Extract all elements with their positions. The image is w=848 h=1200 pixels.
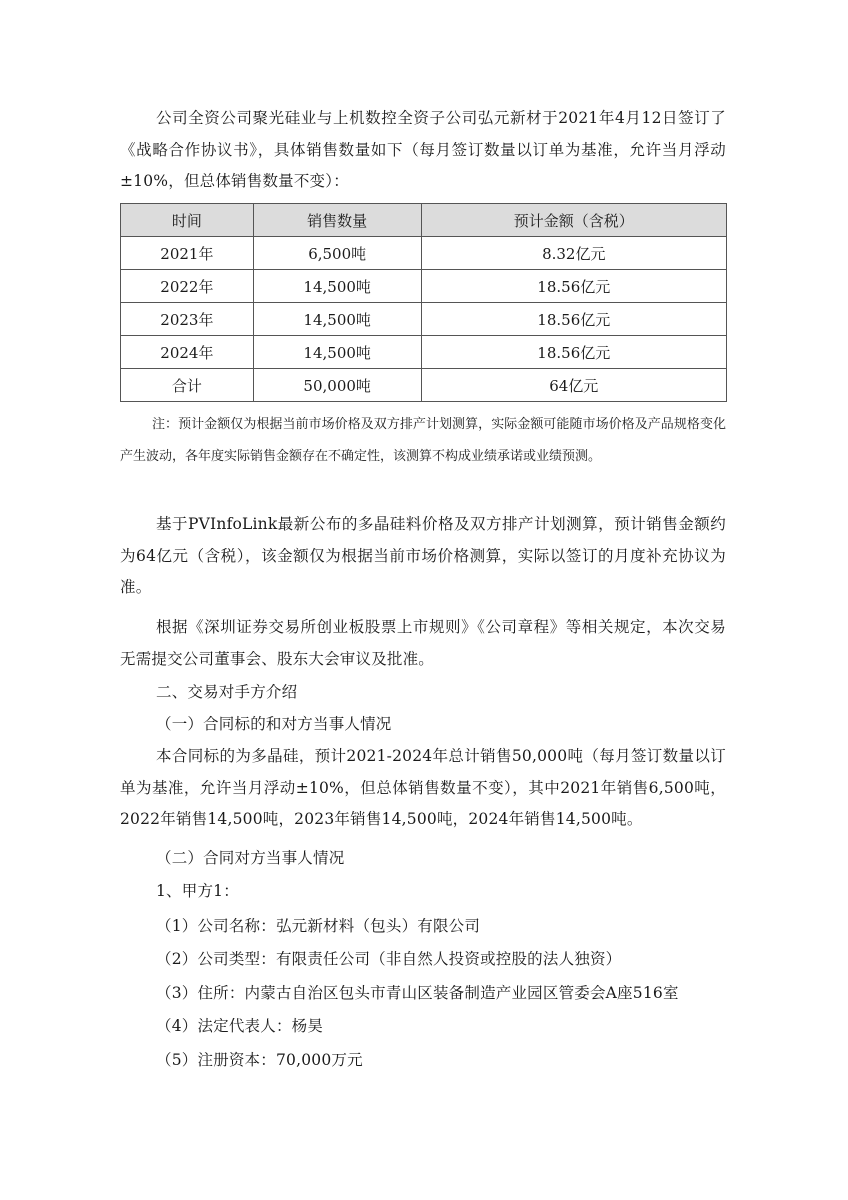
contract-paragraph: 本合同标的为多晶硅，预计2021-2024年总计销售50,000吨（每月签订数量以订单为基准，允许当月浮动±10%，但总体销售数量不变），其中2021年销售6,500吨，2022年销售14,500吨，2023年销售14,500吨，2024年销售14,500吨。 [120,747,726,828]
header-time: 时间 [121,204,254,237]
table-row [121,303,727,336]
table-row [121,336,727,369]
cell-year: 2021年 [121,237,254,270]
table-header-row [121,204,727,237]
rules-paragraph: 根据《深圳证券交易所创业板股票上市规则》《公司章程》等相关规定，本次交易无需提交公司董事会、股东大会审议及批准。 [120,618,726,668]
cell-amount: 18.56亿元 [421,270,726,303]
header-amount: 预计金额（含税） [421,204,726,237]
party-item-type: （2）公司类型：有限责任公司（非自然人投资或控股的法人独资） [156,950,622,968]
pvinfolink-paragraph: 基于PVInfoLink最新公布的多晶硅料价格及双方排产计划测算，预计销售金额约为64亿元（含税），该金额仅为根据当前市场价格测算，实际以签订的月度补充协议为准。 [120,515,726,596]
table-total-row [121,369,727,402]
cell-quantity: 14,500吨 [253,303,421,336]
header-quantity: 销售数量 [253,204,421,237]
cell-amount: 8.32亿元 [421,237,726,270]
subsection-1-heading: （一）合同标的和对方当事人情况 [156,715,392,733]
cell-quantity: 14,500吨 [253,336,421,369]
party-heading: 1、甲方1： [156,882,239,900]
subsection-2-heading: （二）合同对方当事人情况 [156,849,345,867]
cell-quantity: 14,500吨 [253,270,421,303]
section-2-heading: 二、交易对手方介绍 [156,683,298,701]
intro-paragraph: 公司全资公司聚光硅业与上机数控全资子公司弘元新材于2021年4月12日签订了《战略合作协议书》，具体销售数量如下（每月签订数量以订单为基准，允许当月浮动±10%，但总体销售数量不变）： [120,109,726,190]
party-item-legal-rep: （4）法定代表人：杨昊 [156,1017,324,1035]
cell-quantity: 6,500吨 [253,237,421,270]
cell-total-amount: 64亿元 [421,369,726,402]
cell-year: 2022年 [121,270,254,303]
cell-year: 2024年 [121,336,254,369]
cell-year: 2023年 [121,303,254,336]
cell-total-label: 合计 [121,369,254,402]
cell-amount: 18.56亿元 [421,303,726,336]
table-row [121,237,727,270]
table-row [121,270,727,303]
party-item-name: （1）公司名称：弘元新材料（包头）有限公司 [156,917,481,935]
party-item-address: （3）住所：内蒙古自治区包头市青山区装备制造产业园区管委会A座516室 [156,984,679,1002]
cell-total-quantity: 50,000吨 [253,369,421,402]
cell-amount: 18.56亿元 [421,336,726,369]
table-note: 注：预计金额仅为根据当前市场价格及双方排产计划测算，实际金额可能随市场价格及产品规格变化产生波动，各年度实际销售金额存在不确定性，该测算不构成业绩承诺或业绩预测。 [120,417,726,464]
party-item-capital: （5）注册资本：70,000万元 [156,1051,363,1069]
sales-table [120,203,727,402]
